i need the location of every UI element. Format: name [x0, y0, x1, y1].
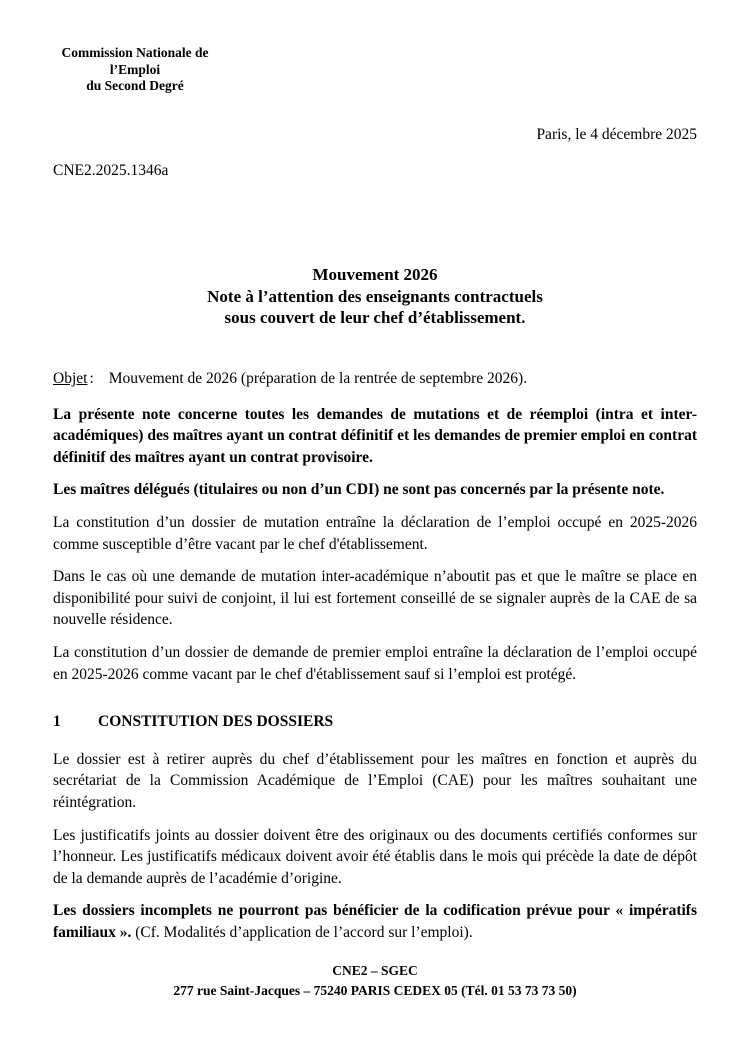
paragraph-bold-segment: Les dossiers incomplets ne pourront pas bénéficier de la codification prévue pour « impératifs familiaux ».	[53, 902, 697, 941]
reference-number: CNE2.2025.1346a	[53, 162, 169, 179]
document-title-line-2: Note à l’attention des enseignants contractuels	[207, 286, 543, 306]
paragraph-normal-segment: (Cf. Modalités d’application de l’accord sur l’emploi).	[135, 923, 473, 941]
subject-separator: :	[89, 370, 94, 387]
section-heading	[53, 711, 697, 733]
subject-label: Objet	[53, 370, 88, 387]
subject-line	[53, 368, 697, 390]
footer	[0, 961, 750, 1000]
paragraph	[53, 900, 697, 943]
section-title: CONSTITUTION DES DOSSIERS	[98, 713, 334, 731]
paragraph: La constitution d’un dossier de mutation entraîne la déclaration de l’emploi occupé en 2025-2026 comme susceptible d’être vacant par le chef d'établissement.	[53, 513, 697, 553]
paragraph: Les maîtres délégués (titulaires ou non d’un CDI) ne sont pas concernés par la présente note.	[53, 481, 665, 499]
dateline: Paris, le 4 décembre 2025	[536, 126, 697, 143]
section-number: 1	[53, 713, 61, 731]
footer-line-1: CNE2 – SGEC	[332, 963, 418, 978]
footer-line-2: 277 rue Saint-Jacques – 75240 PARIS CEDEX 05 (Tél. 01 53 73 73 50)	[173, 982, 577, 998]
paragraph: Le dossier est à retirer auprès du chef d’établissement pour les maîtres en fonction et auprès du secrétariat de la Commission Académique de l’Emploi (CAE) pour les maîtres souhaitant une réintégration.	[53, 750, 697, 811]
letterhead-line-2: du Second Degré	[86, 78, 184, 93]
paragraph: La constitution d’un dossier de demande de premier emploi entraîne la déclaration de l’emploi occupé en 2025-2026 comme vacant par le chef d'établissement sauf si l’emploi est protégé.	[53, 643, 697, 683]
paragraph: Les justificatifs joints au dossier doivent être des originaux ou des documents certifiés conformes sur l’honneur. Les justificatifs médicaux doivent avoir été établis dans le mois qui précède la date de dépôt de la demande auprès de l’académie d’origine.	[53, 826, 697, 887]
subject-text: Mouvement de 2026 (préparation de la rentrée de septembre 2026).	[108, 370, 528, 387]
letterhead-line-1: Commission Nationale de l’Emploi	[61, 45, 209, 77]
paragraph: Dans le cas où une demande de mutation inter-académique n’aboutit pas et que le maître se place en disponibilité pour suivi de conjoint, il lui est fortement conseillé de se signaler auprès de la CAE de sa nouvelle résidence.	[53, 568, 697, 629]
document-title-line-3: sous couvert de leur chef d’établissement.	[224, 308, 526, 327]
document-title-line-1: Mouvement 2026	[312, 265, 438, 284]
paragraph: La présente note concerne toutes les demandes de mutations et de réemploi (intra et inter-académiques) des maîtres ayant un contrat définitif et les demandes de premier emploi en contrat définitif des maîtres ayant un contrat provisoire.	[53, 405, 697, 466]
document-body	[53, 368, 697, 954]
document-title	[53, 264, 697, 329]
letterhead	[40, 45, 230, 95]
